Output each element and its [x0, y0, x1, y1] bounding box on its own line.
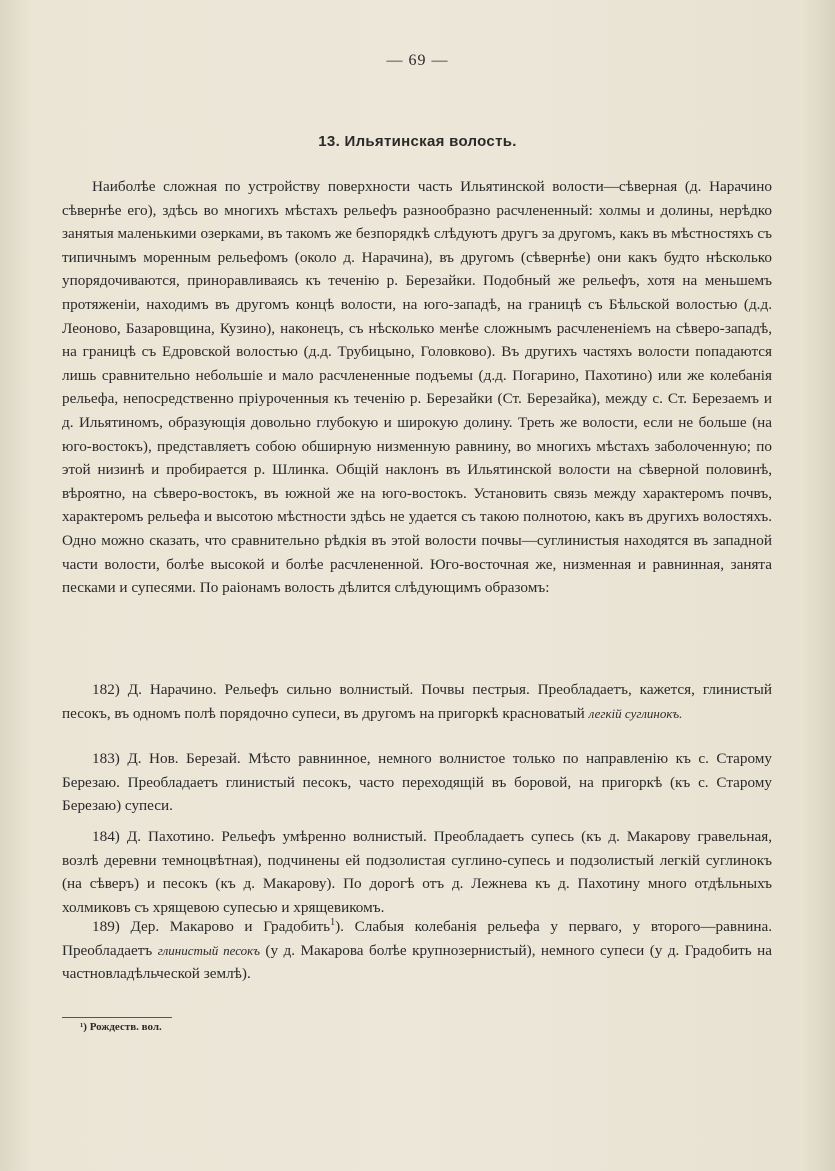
page-number: — 69 —: [386, 52, 449, 69]
entry-182-italic: легкій суглинокъ.: [588, 705, 683, 721]
footnote-marker: 1: [330, 916, 336, 928]
entry-182: [62, 678, 772, 725]
entry-183: 183) Д. Нов. Березай. Мѣсто равнинное, немного волнистое только по направленію къ с. Старому Березаю. Преобладаетъ глинистый песокъ, часто переходящій въ боровой, на пригоркѣ (къ с. Старому Березаю) супеси.: [62, 750, 772, 815]
intro-paragraph: Наиболѣе сложная по устройству поверхности часть Ильятинской волости—сѣверная (д. Нарачино сѣвернѣе его), здѣсь во многихъ мѣстахъ рельефъ разнообразно расчлененный: холмы и долины, нерѣдко занятыя маленькими озерками, въ такомъ же безпорядкѣ слѣдуютъ другъ за другомъ, какъ въ мѣстностяхъ съ типичнымъ моренным рельефомъ (около д. Нарачина), въ другомъ (сѣвернѣе) они какъ будто нѣсколько упорядочиваются, приноравливаясь къ теченію р. Березайки. Подобный же рельефъ, хотя на меньшемъ протяженіи, находимъ въ другомъ концѣ волости, на юго-западѣ, на границѣ съ Бѣльской волостью (д.д. Леоново, Базаровщина, Кузино), наконецъ, съ нѣсколько менѣе сложнымъ расчлененіемъ на сѣверо-западѣ, на границѣ съ Едровской волостью (д.д. Трубицыно, Головково). Въ другихъ частяхъ волости попадаются лишь сравнительно небольшіе и мало расчлененные подъемы (д.д. Погарино, Пахотино) или же колебанія рельефа, непосредственно пріуроченныя къ теченію р. Березайки (Ст. Березайка), между с. Ст. Березаемъ и д. Ильятиномъ, образующія довольно глубокую и широкую долину. Треть же волости, если не больше (на юго-востокъ), представляетъ собою обширную низменную равнину, во многихъ мѣстахъ заболоченную; по этой низинѣ и пробирается р. Шлинка. Общій наклонъ въ Ильятинской волости на сѣверной половинѣ, вѣроятно, на сѣверо-востокъ, въ южной же на юго-востокъ. Установить связь между характеромъ почвъ, характеромъ рельефа и высотою мѣстности здѣсь не удается съ такою полнотою, какъ въ другихъ волостяхъ. Одно можно сказать, что сравнительно рѣдкія въ этой волости почвы—суглинистыя находятся въ западной части волости, болѣе высокой и болѣе расчлененной. Юго-восточная же, низменная и равнинная, занята песками и супесями. По раіонамъ волость дѣлится слѣдующимъ образомъ:: [62, 178, 772, 597]
entry-189-text-c: (у д. Макарова болѣе крупнозернистый), немного супеси (у д. Градобить на частновладѣльческой землѣ).: [62, 941, 773, 983]
entry-189-text-b: ). Слабыя колебанія рельефа у перваго, у второго—равнина. Преобладаетъ: [62, 918, 772, 959]
footnote-divider: [62, 1017, 172, 1018]
entry-182-text: 182) Д. Нарачино. Рельефъ сильно волнистый. Почвы пестрыя. Преобладаетъ, кажется, глинистый песокъ, въ одномъ полѣ порядочно супеси, въ другомъ на пригоркѣ красноватый: [62, 681, 772, 722]
entry-189: [62, 915, 772, 986]
entry-184: 184) Д. Пахотино. Рельефъ умѣренно волнистый. Преобладаетъ супесь (къ д. Макарову гравельная, возлѣ деревни темноцвѣтная), подчинены ей подзолистая суглино-супесь и подзолистый легкій суглинокъ (на сѣверъ) и песокъ (къ д. Макарову). По дорогѣ отъ д. Лежнева къ д. Пахотину много отдѣльныхъ холмиковъ съ хрящевою супесью и хрящевикомъ.: [62, 828, 772, 916]
section-heading: 13. Ильятинская волость.: [318, 133, 517, 150]
footnote: ¹) Рождеств. вол.: [80, 1021, 162, 1033]
entry-189-italic: глинистый песокъ: [157, 942, 260, 958]
entry-189-text-a: 189) Дер. Макарово и Градобить: [92, 918, 331, 935]
